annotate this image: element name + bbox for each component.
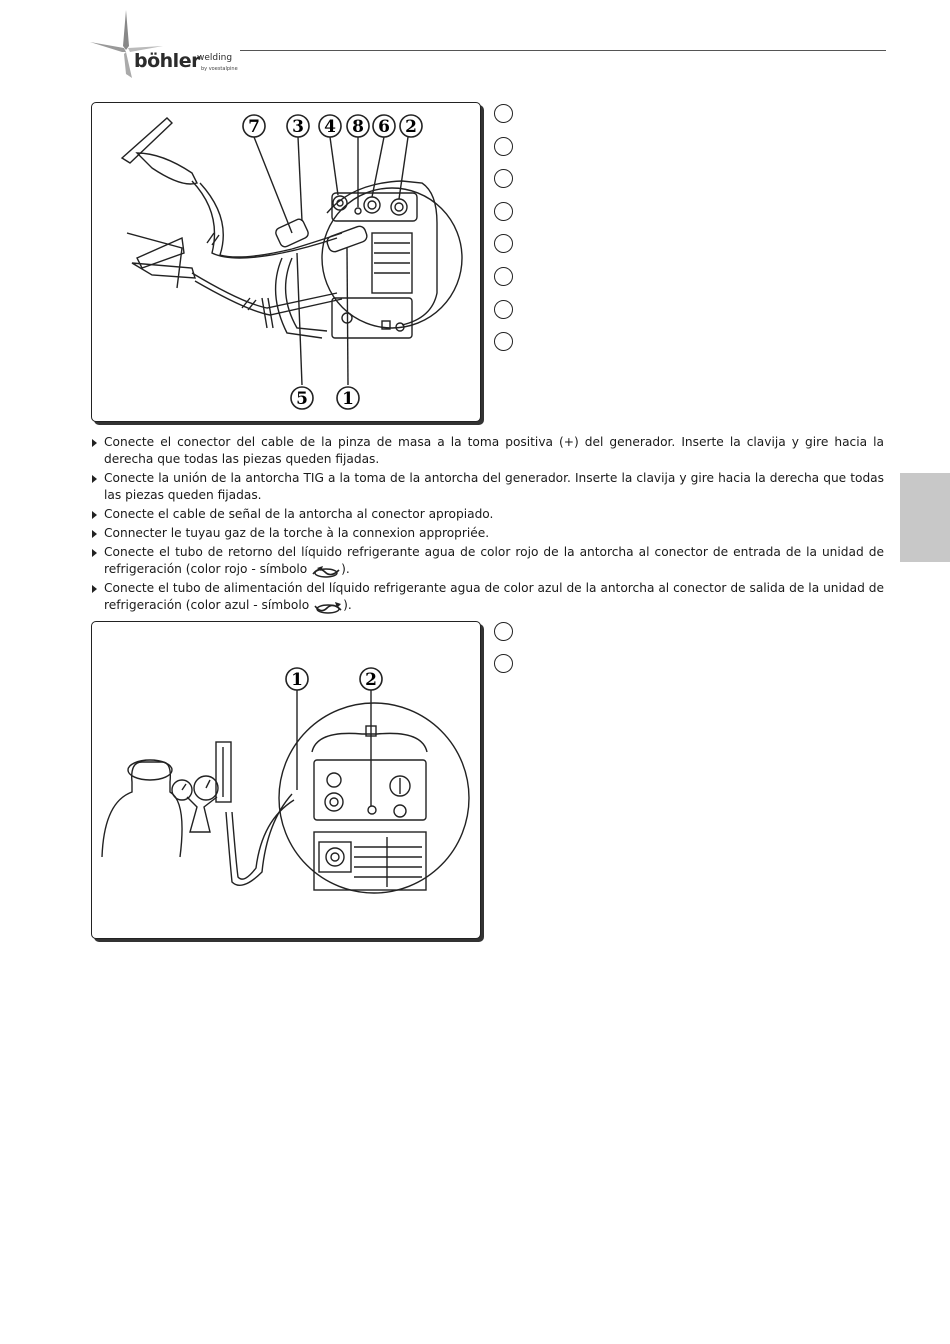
instruction-item [92, 470, 884, 504]
instruction-list [92, 434, 884, 616]
coolant-in-icon [311, 562, 341, 578]
callout-label: 4 [324, 117, 336, 137]
callout-label: 2 [405, 117, 417, 137]
figure-torch-connection [91, 102, 481, 422]
legend-list-figure1 [494, 104, 513, 365]
instruction-text: Connecter le tuyau gaz de la torche à la connexion appropriée. [104, 526, 490, 540]
brand-name: böhler [134, 50, 200, 72]
instruction-text: Conecte el cable de señal de la antorcha al conector apropiado. [104, 507, 494, 521]
legend-circle [494, 137, 513, 156]
coolant-out-icon [313, 598, 343, 614]
legend-circle [494, 169, 513, 188]
instruction-text: Conecte la unión de la antorcha TIG a la toma de la antorcha del generador. Inserte la clavija y gire hacia la derecha que todas las piezas queden fijadas. [104, 471, 884, 502]
legend-circle [494, 202, 513, 221]
legend-circle [494, 622, 513, 641]
callout-label: 6 [378, 117, 390, 137]
figure-gas-connection [91, 621, 481, 939]
instruction-text: Conecte el tubo de retorno del líquido refrigerante agua de color rojo de la antorcha al conector de entrada de la unidad de refrigeración (color rojo - símbolo [104, 545, 884, 576]
instruction-text-end: ). [343, 598, 352, 612]
legend-circle [494, 104, 513, 123]
callout-label: 8 [352, 117, 364, 137]
legend-circle [494, 332, 513, 351]
callout-label: 7 [248, 117, 260, 137]
legend-circle [494, 267, 513, 286]
instruction-item [92, 525, 884, 542]
instruction-item [92, 434, 884, 468]
header-rule [240, 50, 886, 51]
legend-list-figure2 [494, 622, 513, 686]
instruction-text: Conecte el tubo de alimentación del líquido refrigerante agua de color azul de la antorcha al conector de salida de la unidad de refrigeración (color azul - símbolo [104, 581, 884, 612]
gas-connection-diagram [92, 622, 480, 938]
callout-label: 1 [342, 389, 354, 409]
instruction-text: Conecte el conector del cable de la pinza de masa a la toma positiva (+) del generador. Inserte la clavija y gire hacia la derecha que todas las piezas queden fijadas. [104, 435, 884, 466]
callout-label: 2 [365, 670, 377, 690]
instruction-item [92, 544, 884, 578]
callout-label: 3 [292, 117, 304, 137]
callout-label: 1 [291, 670, 303, 690]
legend-circle [494, 654, 513, 673]
section-side-tab [900, 473, 950, 562]
callout-label: 5 [296, 389, 308, 409]
torch-connection-diagram [92, 103, 480, 421]
brand-sub: welding [197, 53, 233, 63]
bohler-welding-logo [88, 8, 248, 83]
brand-tag: by voestalpine [201, 66, 238, 72]
instruction-item [92, 506, 884, 523]
legend-circle [494, 300, 513, 319]
legend-circle [494, 234, 513, 253]
instruction-item [92, 580, 884, 614]
instruction-text-end: ). [341, 562, 350, 576]
